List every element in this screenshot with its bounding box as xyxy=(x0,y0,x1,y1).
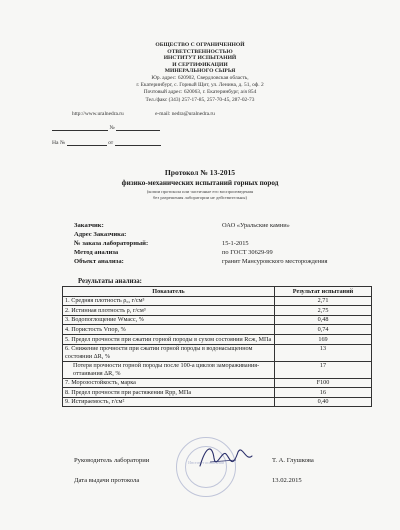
head-of-lab-name: Т. А. Глушкова xyxy=(272,457,314,464)
row-indicator: 3. Водопоглощение Wмасс, % xyxy=(63,315,275,325)
table-row xyxy=(63,388,372,398)
table-row xyxy=(63,334,372,344)
row-indicator: 7. Морозостойкость, марка xyxy=(63,378,275,388)
seal-text: Институт испытаний xyxy=(188,460,224,465)
row-indicator: 6. Снижение прочности при сжатии горной породы в водонасыщенном состоянии ΔR, % xyxy=(63,344,275,361)
row-value: 0,74 xyxy=(275,325,372,335)
table-row xyxy=(63,296,372,306)
note-line: без разрешения лаборатории не действительны) xyxy=(152,194,248,200)
incoming-ref-row xyxy=(52,139,161,146)
from-label: от xyxy=(108,140,114,146)
row-indicator: 4. Пористость Vпор, % xyxy=(63,325,275,335)
row-indicator: 9. Истираемость, г/см² xyxy=(63,397,275,407)
table-row xyxy=(63,397,372,407)
header-result: Результат испытаний xyxy=(275,287,372,297)
order-label: № заказа лабораторный: xyxy=(74,240,149,247)
ref-no-sign: № xyxy=(109,125,115,131)
row-value: 2,75 xyxy=(275,306,372,316)
outgoing-ref-row xyxy=(52,124,160,131)
protocol-note xyxy=(0,189,400,200)
row-indicator: Потеря прочности горной породы после 100-а циклов замораживания-оттаивания ΔR, % xyxy=(63,361,275,378)
row-value: 169 xyxy=(275,334,372,344)
row-value: F100 xyxy=(275,378,372,388)
results-label: Результаты анализа: xyxy=(78,278,142,285)
customer-address-label: Адрес Заказчика: xyxy=(74,231,127,238)
header-indicator: Показатель xyxy=(63,287,275,297)
row-value: 13 xyxy=(275,344,372,361)
method-label: Метод анализа xyxy=(74,249,119,256)
issue-date-value: 13.02.2015 xyxy=(272,477,302,484)
row-indicator: 8. Предел прочности при растяжении Rрр, МПа xyxy=(63,388,275,398)
org-line: И СЕРТИФИКАЦИИ xyxy=(172,61,228,68)
row-indicator: 5. Предел прочности при сжатии горной породы в сухом состоянии Rсж, МПа xyxy=(63,334,275,344)
table-row xyxy=(63,325,372,335)
org-line: ОТВЕТСТВЕННОСТЬЮ xyxy=(167,48,233,55)
row-value: 0,48 xyxy=(275,315,372,325)
results-table xyxy=(62,286,372,407)
org-line: ОБЩЕСТВО С ОГРАНИЧЕННОЙ xyxy=(155,42,245,48)
from-date-blank xyxy=(115,139,161,146)
row-indicator: 1. Средняя плотность ρ₀, г/см³ xyxy=(63,296,275,306)
table-row xyxy=(63,361,372,378)
order-value: 15-1-2015 xyxy=(222,240,249,247)
ref-blank xyxy=(52,124,108,131)
row-value: 16 xyxy=(275,388,372,398)
table-row xyxy=(63,344,372,361)
handwritten-signature xyxy=(196,440,256,476)
on-number-label: На № xyxy=(52,140,66,146)
method-value: по ГОСТ 30629-99 xyxy=(222,249,273,256)
on-number-blank xyxy=(67,139,107,146)
organization-address xyxy=(0,75,400,104)
row-value: 17 xyxy=(275,361,372,378)
ref-number-blank xyxy=(116,124,160,131)
website-link[interactable]: http://www.uralnedra.ru xyxy=(72,111,124,117)
email-text: e-mail: nedra@uralnedra.ru xyxy=(155,111,215,117)
address-line: Юр. адрес: 620902, Свердловская область, xyxy=(151,75,249,81)
table-row xyxy=(63,315,372,325)
head-of-lab-label: Руководитель лаборатории xyxy=(74,457,150,464)
table-row xyxy=(63,378,372,388)
address-line: Почтовый адрес: 620063, г. Екатеринбург, а/я 854 xyxy=(143,89,257,96)
object-label: Объект анализа: xyxy=(74,258,124,265)
issue-date-label: Дата выдачи протокола xyxy=(74,477,140,484)
customer-label: Заказчик: xyxy=(74,222,104,229)
address-line: г. Екатеринбург, с. Горный Щит, ул. Ленина, д. 51, оф. 2 xyxy=(136,82,264,89)
customer-value: ОАО «Уральские камни» xyxy=(222,222,290,229)
note-line: (копии протокола или частичные его воспроизведения xyxy=(146,189,254,194)
organization-header xyxy=(0,42,400,75)
address-line: Тел./факс (343) 257-17-85, 257-70-45, 287-02-73 xyxy=(145,96,255,103)
row-value: 2,71 xyxy=(275,296,372,306)
row-value: 0,40 xyxy=(275,397,372,407)
table-header-row xyxy=(63,287,372,297)
protocol-title: Протокол № 13-2015 xyxy=(164,168,236,177)
object-value: гранит Мансуровского месторождения xyxy=(222,258,328,265)
table-row xyxy=(63,306,372,316)
protocol-subtitle: физико-механических испытаний горных пород xyxy=(121,179,279,187)
contact-row xyxy=(72,111,245,117)
org-line: ИНСТИТУТ ИСПЫТАНИЙ xyxy=(163,55,237,62)
row-indicator: 2. Истинная плотность ρ, г/см³ xyxy=(63,306,275,316)
org-line: МИНЕРАЛЬНОГО СЫРЬЯ xyxy=(164,68,236,75)
